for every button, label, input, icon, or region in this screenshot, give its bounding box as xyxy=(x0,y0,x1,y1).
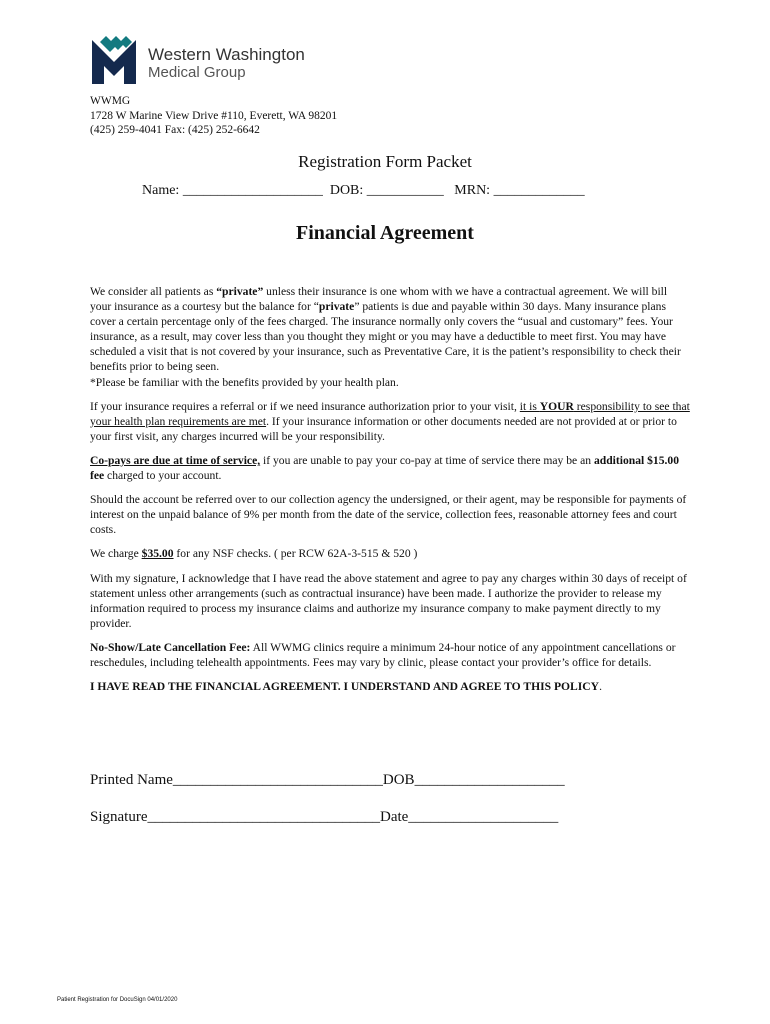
signature-date-field[interactable]: Signature_______________________________Date____________________ xyxy=(90,809,559,825)
mrn-field[interactable]: MRN: _____________ xyxy=(454,183,585,198)
paragraph-referral: If your insurance requires a referral or if we need insurance authorization prior to your visit, it is YOUR responsibility to see that your health plan requirements are met. If your insurance information or other documents needed are not provided at or prior to your first visit, any charges incurred will be your responsibility. xyxy=(90,399,690,443)
paragraph-no-show: No-Show/Late Cancellation Fee: All WWMG clinics require a minimum 24-hour notice of any appointment cancellations or reschedules, including telehealth appointments. Fees may vary by clinic, please contact your provider’s office for details. xyxy=(90,640,676,669)
paragraph-nsf: We charge $35.00 for any NSF checks. ( per RCW 62A-3-515 & 520 ) xyxy=(90,547,418,561)
paragraph-agree: I HAVE READ THE FINANCIAL AGREEMENT. I UNDERSTAND AND AGREE TO THIS POLICY. xyxy=(90,680,602,694)
org-address: 1728 W Marine View Drive #110, Everett, WA 98201 xyxy=(90,109,338,122)
patient-id-line xyxy=(142,183,585,199)
dob-field[interactable]: DOB: ___________ xyxy=(329,183,444,198)
org-name: WWMG xyxy=(90,95,131,107)
agreement-body xyxy=(90,284,690,703)
document-title: Financial Agreement xyxy=(296,222,474,244)
logo-line2: Medical Group xyxy=(148,64,246,81)
paragraph-copays: Co-pays are due at time of service, if you are unable to pay your co-pay at time of service there may be an additional $15.00 fee charged to your account. xyxy=(90,453,679,483)
footer-text: Patient Registration for DocuSign 04/01/2020 xyxy=(57,997,178,1003)
wwmg-logo-icon xyxy=(92,36,136,84)
org-phone: (425) 259-4041 Fax: (425) 252-6642 xyxy=(90,124,260,136)
paragraph-collections: Should the account be referred over to our collection agency the undersigned, or their agent, may be responsible for payments of interest on the unpaid balance of 9% per month from the date of the service, collection fees, reasonable attorney fees and court costs. xyxy=(90,493,687,537)
org-contact xyxy=(90,94,337,138)
packet-title: Registration Form Packet xyxy=(298,152,472,171)
logo-line1: Western Washington xyxy=(148,45,305,64)
paragraph-acknowledgement: With my signature, I acknowledge that I have read the above statement and agree to pay any charges within 30 days of receipt of statement unless other arrangements (such as contractual insurance) have been made. I authorize the provider to release my information required to process my insurance claims and authorize my insurance company to make payment directly to my provider. xyxy=(90,571,687,630)
paragraph-private-patients: We consider all patients as “private” unless their insurance is one whom with we have a contractual agreement. We will bill your insurance as a courtesy but the balance for “private” patients is due and payable within 30 days. Many insurance plans cover a certain percentage only of the fees charged. The insurance normally only covers the “usual and customary” fees. Your insurance, as a result, may cover less than you thought they might or you may have a deductible to meet first. You may have scheduled a visit that is not covered by your insurance, such as Preventative Care, it is the patient’s responsibility to check their benefits prior to being seen. *Please be familiar with the benefits provided by your health plan. xyxy=(90,285,681,389)
name-field[interactable]: Name: ____________________ xyxy=(142,183,323,198)
printed-name-dob-field[interactable]: Printed Name____________________________DOB____________________ xyxy=(90,772,565,788)
